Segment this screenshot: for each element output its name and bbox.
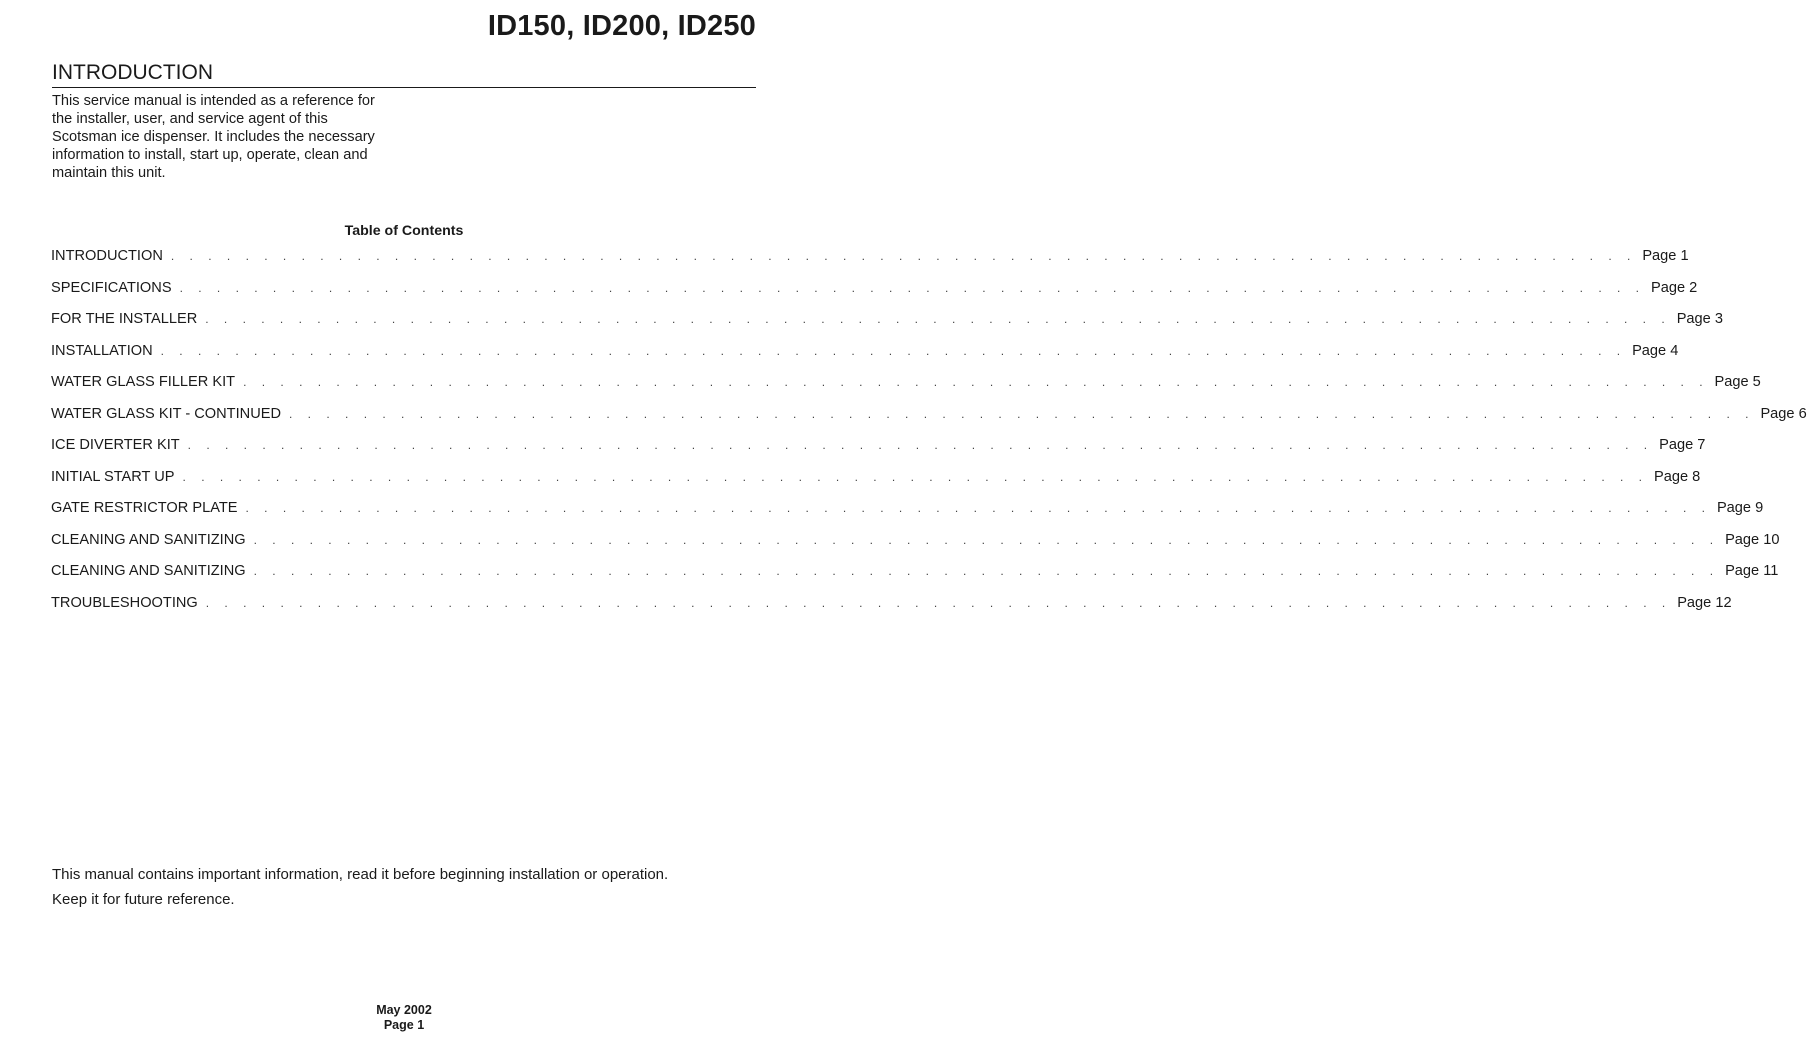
toc-entry-page: Page 8: [1653, 468, 1701, 485]
intro-paragraph: This service manual is intended as a reference for the installer, user, and service agent of this Scotsman ice dispenser. It includes the necessary information to install, start up, operate, clean and maintain this unit.: [52, 93, 375, 181]
toc-dot-leader: . . . . . . . . . . . . . . . . . . . . . . . . . . . . . . . . . . . . . . . . . . . . . . . . . . . . . . . . . . . . . . . . . . . . . . . . . . . . . . .: [253, 564, 1720, 578]
important-notice: [52, 862, 752, 912]
toc-entry-label: FOR THE INSTALLER: [51, 311, 198, 327]
toc-title: Table of Contents: [344, 223, 464, 239]
page-footer: [0, 1003, 808, 1033]
toc-entry-label: TROUBLESHOOTING: [51, 594, 198, 611]
toc-entry-label: ICE DIVERTER KIT: [51, 437, 180, 453]
toc-entry-page: Page 10: [1725, 531, 1780, 548]
toc-entry-page: Page 3: [1676, 311, 1723, 327]
toc-dot-leader: . . . . . . . . . . . . . . . . . . . . . . . . . . . . . . . . . . . . . . . . . . . . . . . . . . . . . . . . . . . . . . . . . . . . . . . . . . . . . . .: [253, 532, 1720, 547]
toc-entry-label: GATE RESTRICTOR PLATE: [51, 500, 238, 516]
toc-entry[interactable]: [51, 371, 1761, 403]
table-of-contents: [51, 245, 1807, 623]
toc-dot-leader: . . . . . . . . . . . . . . . . . . . . . . . . . . . . . . . . . . . . . . . . . . . . . . . . . . . . . . . . . . . . . . . . . . . . . . . . . . . . . . .: [289, 406, 1755, 421]
toc-entry[interactable]: [51, 277, 1698, 309]
toc-dot-leader: . . . . . . . . . . . . . . . . . . . . . . . . . . . . . . . . . . . . . . . . . . . . . . . . . . . . . . . . . . . . . . . . . . . . . . . . . . . . . . .: [160, 343, 1627, 358]
toc-entry[interactable]: [51, 560, 1779, 592]
toc-entry-label: WATER GLASS KIT - CONTINUED: [51, 405, 282, 422]
section-heading-introduction: INTRODUCTION: [52, 60, 756, 88]
toc-dot-leader: . . . . . . . . . . . . . . . . . . . . . . . . . . . . . . . . . . . . . . . . . . . . . . . . . . . . . . . . . . . . . . . . . . . . . . . . . . . . . . .: [182, 469, 1648, 484]
toc-entry[interactable]: [51, 308, 1723, 340]
toc-entry-page: Page 11: [1725, 563, 1779, 579]
toc-dot-leader: . . . . . . . . . . . . . . . . . . . . . . . . . . . . . . . . . . . . . . . . . . . . . . . . . . . . . . . . . . . . . . . . . . . . . . . . . . . . . . .: [205, 312, 1671, 326]
document-title: ID150, ID200, ID250: [487, 10, 756, 42]
notice-line-2: Keep it for future reference.: [52, 891, 235, 908]
toc-entry[interactable]: [51, 340, 1679, 372]
toc-entry[interactable]: [51, 592, 1732, 624]
toc-dot-leader: . . . . . . . . . . . . . . . . . . . . . . . . . . . . . . . . . . . . . . . . . . . . . . . . . . . . . . . . . . . . . . . . . . . . . . . . . . . . . . .: [179, 280, 1645, 295]
toc-entry-page: Page 9: [1716, 500, 1764, 516]
toc-entry[interactable]: [51, 529, 1780, 561]
toc-entry-label: SPECIFICATIONS: [51, 279, 172, 296]
toc-dot-leader: . . . . . . . . . . . . . . . . . . . . . . . . . . . . . . . . . . . . . . . . . . . . . . . . . . . . . . . . . . . . . . . . . . . . . . . . . . . . . . .: [170, 249, 1637, 263]
toc-entry-label: INTRODUCTION: [51, 248, 163, 264]
toc-entry-label: CLEANING AND SANITIZING: [51, 531, 246, 548]
toc-entry[interactable]: [51, 466, 1701, 498]
toc-entry-page: Page 12: [1677, 594, 1732, 611]
footer-page-number: Page 1: [383, 1018, 425, 1032]
toc-entry-page: Page 5: [1714, 374, 1761, 390]
toc-entry[interactable]: [51, 403, 1807, 435]
toc-dot-leader: . . . . . . . . . . . . . . . . . . . . . . . . . . . . . . . . . . . . . . . . . . . . . . . . . . . . . . . . . . . . . . . . . . . . . . . . . . . . . . .: [243, 375, 1709, 389]
toc-entry-page: Page 2: [1651, 279, 1698, 296]
toc-entry-page: Page 7: [1659, 437, 1706, 453]
notice-line-1: This manual contains important information, read it before beginning installation or operation.: [52, 866, 669, 883]
toc-entry-label: INSTALLATION: [51, 342, 153, 359]
toc-entry-page: Page 6: [1760, 405, 1807, 422]
footer-date: May 2002: [376, 1003, 432, 1017]
toc-entry[interactable]: [51, 245, 1689, 277]
toc-entry-page: Page 4: [1632, 342, 1679, 359]
toc-entry-page: Page 1: [1642, 248, 1689, 264]
toc-dot-leader: . . . . . . . . . . . . . . . . . . . . . . . . . . . . . . . . . . . . . . . . . . . . . . . . . . . . . . . . . . . . . . . . . . . . . . . . . . . . . . .: [187, 438, 1654, 452]
toc-entry[interactable]: [51, 434, 1706, 466]
toc-entry-label: WATER GLASS FILLER KIT: [51, 374, 236, 390]
toc-entry-label: INITIAL START UP: [51, 468, 175, 485]
toc-dot-leader: . . . . . . . . . . . . . . . . . . . . . . . . . . . . . . . . . . . . . . . . . . . . . . . . . . . . . . . . . . . . . . . . . . . . . . . . . . . . . . .: [245, 501, 1711, 515]
toc-dot-leader: . . . . . . . . . . . . . . . . . . . . . . . . . . . . . . . . . . . . . . . . . . . . . . . . . . . . . . . . . . . . . . . . . . . . . . . . . . . . . . .: [205, 595, 1672, 610]
toc-entry-label: CLEANING AND SANITIZING: [51, 563, 246, 579]
toc-entry[interactable]: [51, 497, 1764, 529]
